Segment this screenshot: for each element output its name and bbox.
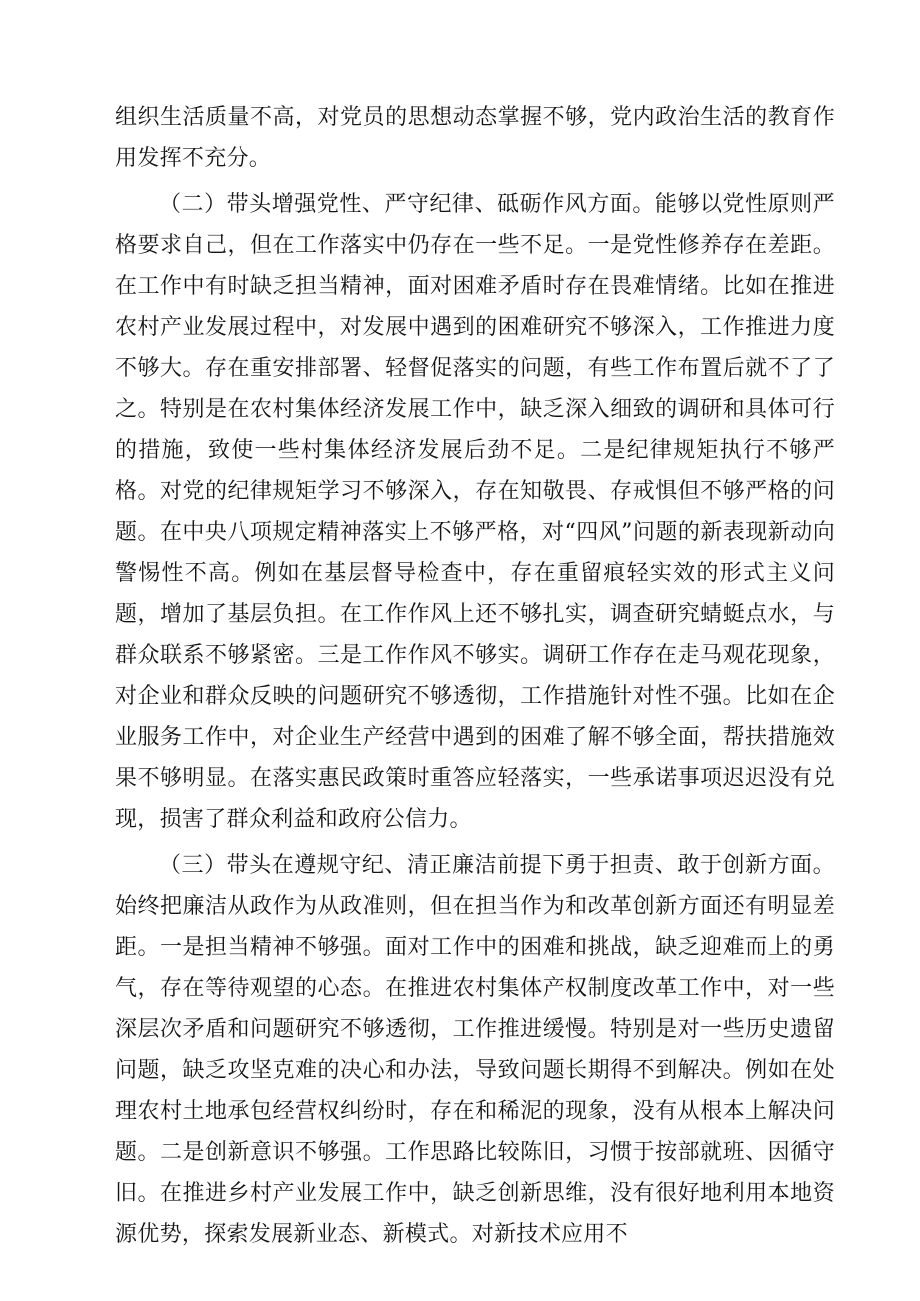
document-body	[115, 97, 835, 1255]
paragraph-section-three: （三）带头在遵规守纪、清正廉洁前提下勇于担责、敢于创新方面。始终把廉洁从政作为从政准则，但在担当作为和改革创新方面还有明显差距。一是担当精神不够强。面对工作中的困难和挑战，缺乏迎难而上的勇气，存在等待观望的心态。在推进农村集体产权制度改革工作中，对一些深层次矛盾和问题研究不够透彻，工作推进缓慢。特别是对一些历史遗留问题，缺乏攻坚克难的决心和办法，导致问题长期得不到解决。例如在处理农村土地承包经营权纠纷时，存在和稀泥的现象，没有从根本上解决问题。二是创新意识不够强。工作思路比较陈旧，习惯于按部就班、因循守旧。在推进乡村产业发展工作中，缺乏创新思维，没有很好地利用本地资源优势，探索发展新业态、新模式。对新技术应用不	[115, 853, 835, 1247]
paragraph-continued: 组织生活质量不高，对党员的思想动态掌握不够，党内政治生活的教育作用发挥不充分。	[115, 105, 835, 171]
paragraph-section-two: （二）带头增强党性、严守纪律、砥砺作风方面。能够以党性原则严格要求自己，但在工作落实中仍存在一些不足。一是党性修养存在差距。在工作中有时缺乏担当精神，面对困难矛盾时存在畏难情绪。比如在推进农村产业发展过程中，对发展中遇到的困难研究不够深入，工作推进力度不够大。存在重安排部署、轻督促落实的问题，有些工作布置后就不了了之。特别是在农村集体经济发展工作中，缺乏深入细致的调研和具体可行的措施，致使一些村集体经济发展后劲不足。二是纪律规矩执行不够严格。对党的纪律规矩学习不够深入，存在知敬畏、存戒惧但不够严格的问题。在中央八项规定精神落实上不够严格，对“四风”问题的新表现新动向警惕性不高。例如在基层督导检查中，存在重留痕轻实效的形式主义问题，增加了基层负担。在工作作风上还不够扎实，调查研究蜻蜓点水，与群众联系不够紧密。三是工作作风不够实。调研工作存在走马观花现象，对企业和群众反映的问题研究不够透彻，工作措施针对性不强。比如在企业服务工作中，对企业生产经营中遇到的困难了解不够全面，帮扶措施效果不够明显。在落实惠民政策时重答应轻落实，一些承诺事项迟迟没有兑现，损害了群众利益和政府公信力。	[115, 192, 835, 832]
